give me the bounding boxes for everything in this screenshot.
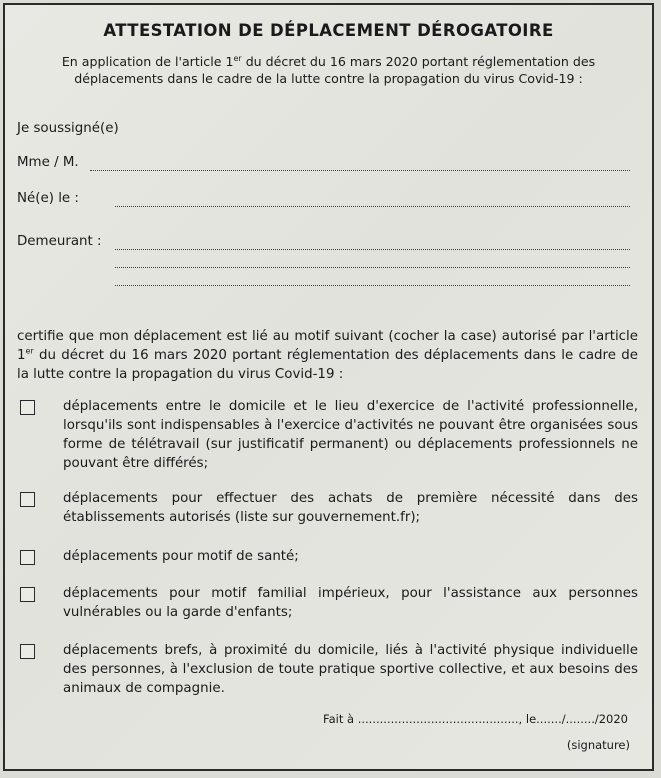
option-exercise xyxy=(17,641,638,698)
birth-label: Né(e) le : xyxy=(17,191,79,206)
option-family xyxy=(17,584,638,622)
checkbox-shopping[interactable] xyxy=(20,492,35,507)
signature-label: (signature) xyxy=(566,738,630,752)
name-label: Mme / M. xyxy=(17,155,79,170)
soussigne-label: Je soussigné(e) xyxy=(17,121,119,136)
option-text: déplacements brefs, à proximité du domicile, liés à l'activité physique individuelle des personnes, à l'exclusion de toute pratique sportive collective, et aux besoins des animaux de compagnie. xyxy=(63,643,638,696)
checkbox-professional[interactable] xyxy=(20,400,35,415)
option-text: déplacements pour effectuer des achats de première nécessité dans des établissements autorisés (liste sur gouvernement.fr); xyxy=(63,491,638,525)
name-field[interactable] xyxy=(90,170,630,171)
place-date-line[interactable]: Fait à ............................................, le......./......../2020 xyxy=(323,712,628,726)
address-field-line-1[interactable] xyxy=(115,249,630,250)
attestation-form xyxy=(3,3,654,771)
checkbox-family[interactable] xyxy=(20,587,35,602)
checkbox-exercise[interactable] xyxy=(20,644,35,659)
form-title: ATTESTATION DE DÉPLACEMENT DÉROGATOIRE xyxy=(103,21,554,40)
checkbox-health[interactable] xyxy=(20,550,35,565)
address-label: Demeurant : xyxy=(17,234,102,249)
option-text: déplacements entre le domicile et le lieu d'exercice de l'activité professionnelle, lorsqu'ils sont indispensables à l'exercice d'activités ne pouvant être organisées sous forme de télétravail (sur justificatif permanent) ou déplacements professionnels ne pouvant être différés; xyxy=(63,399,638,471)
option-text: déplacements pour motif familial impérieux, pour l'assistance aux personnes vulnérables ou la garde d'enfants; xyxy=(63,586,638,620)
option-shopping xyxy=(17,489,638,527)
option-professional xyxy=(17,397,638,473)
address-field-line-3[interactable] xyxy=(115,285,630,286)
certification-text: certifie que mon déplacement est lié au motif suivant (cocher la case) autorisé par l'article 1er du décret du 16 mars 2020 portant réglementation des déplacements dans le cadre de la lutte contre la propagation du virus Covid-19 : xyxy=(17,329,638,382)
intro-text: En application de l'article 1er du décret du 16 mars 2020 portant réglementation des déplacements dans le cadre de la lutte contre la propagation du virus Covid-19 : xyxy=(61,53,596,86)
address-field-line-2[interactable] xyxy=(115,267,630,268)
birth-field[interactable] xyxy=(115,206,630,207)
option-health xyxy=(17,547,638,566)
option-text: déplacements pour motif de santé; xyxy=(63,549,299,564)
